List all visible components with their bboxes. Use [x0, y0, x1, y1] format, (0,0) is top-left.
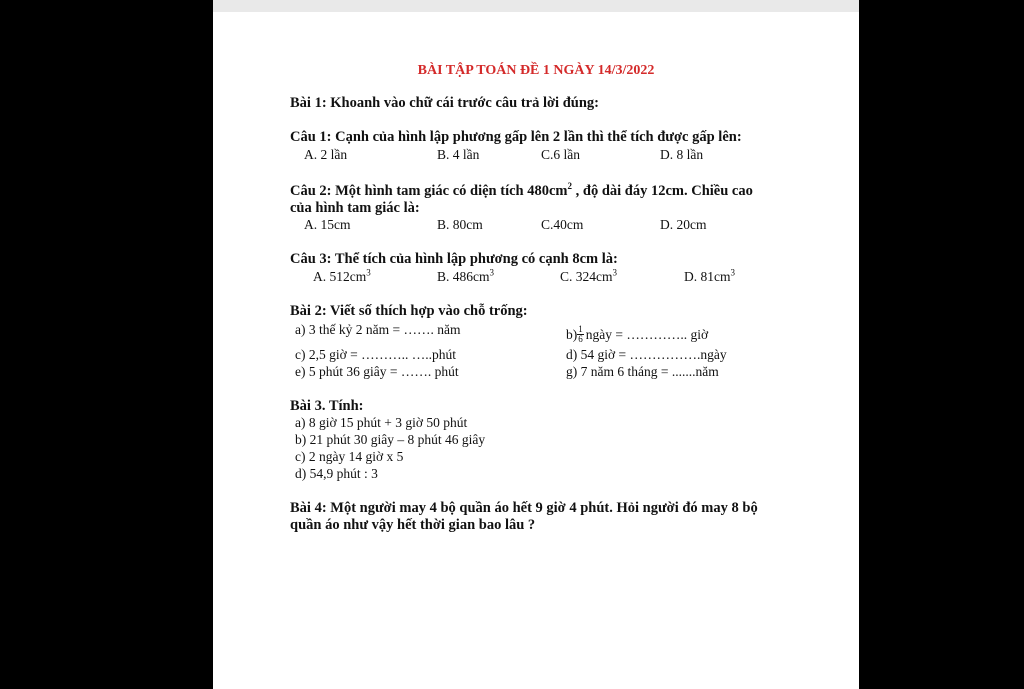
- bai1-heading: Bài 1: Khoanh vào chữ cái trước câu trả lời đúng:: [290, 95, 599, 111]
- bai2-item-a: a) 3 thế kỷ 2 năm = ……. năm: [295, 322, 461, 337]
- cau2-option-d: D. 20cm: [660, 217, 707, 232]
- document-title: BÀI TẬP TOÁN ĐỀ 1 NGÀY 14/3/2022: [417, 63, 655, 78]
- bai4-question-line2: quần áo như vậy hết thời gian bao lâu ?: [290, 517, 536, 533]
- cau1-option-c: C.6 lần: [541, 147, 580, 162]
- cau2-question-line2: của hình tam giác là:: [290, 200, 420, 216]
- cau1-question: Câu 1: Cạnh của hình lập phương gấp lên 2 lần thì thể tích được gấp lên:: [290, 129, 742, 145]
- bai2-item-b: b) $\frac{1}{6}$ ngày = ………….. giờ: [566, 324, 709, 344]
- bai3-heading: Bài 3. Tính:: [290, 398, 364, 414]
- cau3-option-d: D. $81cm^3$: [684, 267, 735, 284]
- bai2-heading: Bài 2: Viết số thích hợp vào chỗ trống:: [290, 303, 528, 319]
- cau2-option-c: C.40cm: [541, 217, 584, 232]
- document-page[interactable]: [213, 12, 859, 689]
- cau3-question: Câu 3: Thể tích của hình lập phương có cạnh 8cm là:: [290, 251, 618, 267]
- bai2-item-d: d) 54 giờ = …………….ngày: [566, 347, 727, 362]
- cau2-option-a: A. 15cm: [304, 217, 351, 232]
- bai4-question-line1: Bài 4: Một người may 4 bộ quần áo hết 9 giờ 4 phút. Hỏi người đó may 8 bộ: [290, 500, 758, 516]
- cau1-option-a: A. 2 lần: [304, 147, 348, 162]
- cau2-question: Câu 2: Một hình tam giác có diện tích $480cm^2$ , độ dài đáy 12cm. Chiều cao: [290, 181, 753, 199]
- cau3-option-a: A. $512cm^3$: [313, 267, 371, 284]
- bai2-item-e: e) 5 phút 36 giây = ……. phút: [295, 364, 459, 379]
- bai3-item-d: d) 54,9 phút : 3: [295, 466, 378, 481]
- cau3-option-c: C. $324cm^3$: [560, 267, 617, 284]
- bai3-item-a: a) 8 giờ 15 phút + 3 giờ 50 phút: [295, 415, 468, 430]
- viewer-top-bar: [213, 0, 859, 12]
- bai2-item-c: c) 2,5 giờ = ……….. …..phút: [295, 347, 456, 362]
- bai2-item-g: g) 7 năm 6 tháng = .......năm: [566, 364, 719, 379]
- bai3-item-b: b) 21 phút 30 giây – 8 phút 46 giây: [295, 432, 486, 447]
- cau1-option-b: B. 4 lần: [437, 147, 480, 162]
- fraction-one-sixth: $\frac{1}{6}$: [578, 324, 583, 344]
- cau1-option-d: D. 8 lần: [660, 147, 704, 162]
- bai3-item-c: c) 2 ngày 14 giờ x 5: [295, 449, 404, 464]
- cau2-option-b: B. 80cm: [437, 217, 483, 232]
- cau3-option-b: B. $486cm^3$: [437, 267, 494, 284]
